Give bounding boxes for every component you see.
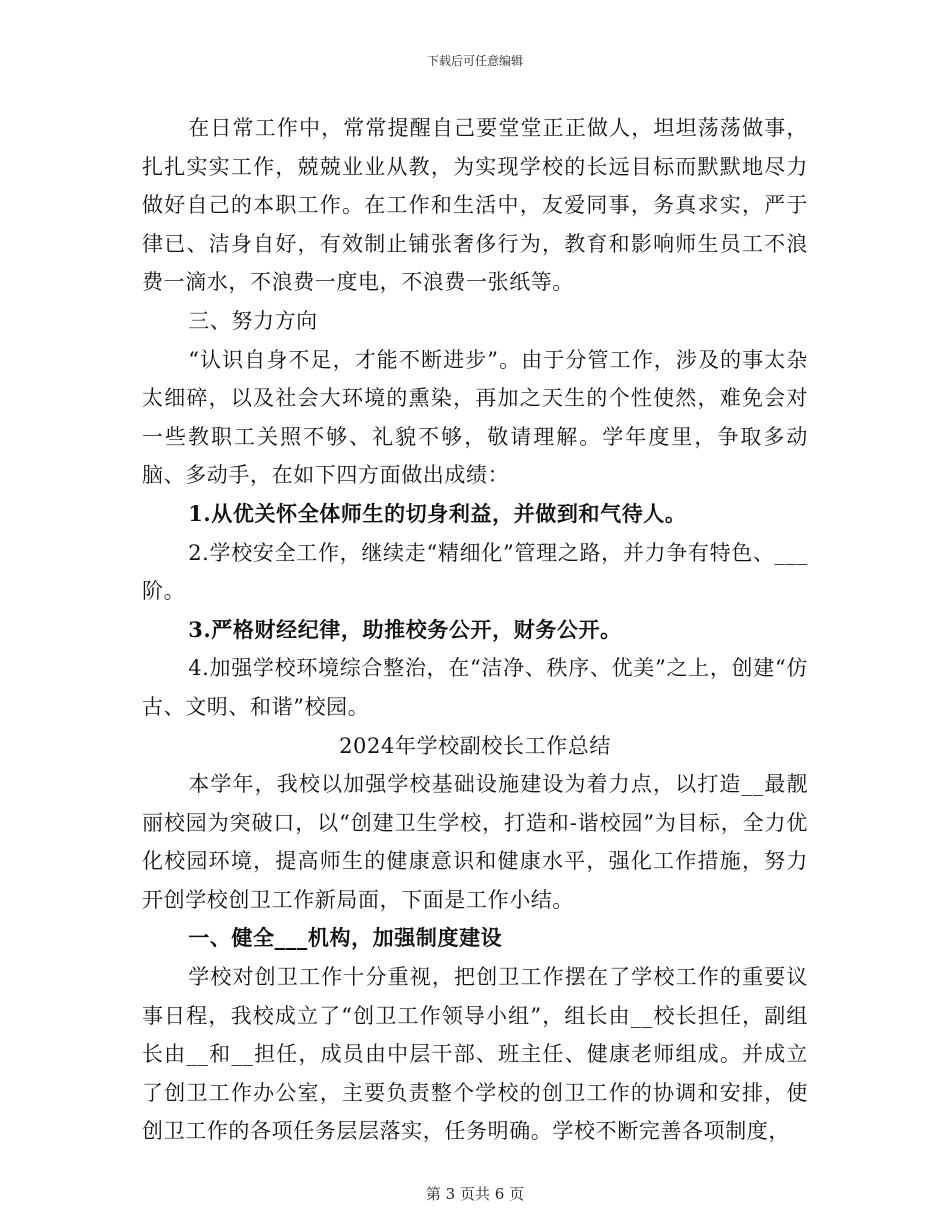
list-item-3: 3.严格财经纪律，助推校务公开，财务公开。	[188, 616, 622, 642]
paragraph-organization: 学校对创卫工作十分重视，把创卫工作摆在了学校工作的重要议事日程，我校成立了“创卫工作领导小组”，组长由__校长担任，副组长由__和__担任，成员由中层干部、班主任、健康老师组成。并成立了创卫工作办公室，主要负责整个学校的创卫工作的协调和安排，使创卫工作的各项任务层层落实，任务明确。学校不断完善各项制度，	[142, 965, 808, 1144]
document-title: 2024年学校副校长工作总结	[339, 733, 611, 758]
page-footer: 第 3 页共 6 页	[425, 1185, 525, 1203]
list-item-1: 1.从优关怀全体师生的切身利益，并做到和气待人。	[188, 500, 687, 526]
paragraph-intro: 本学年，我校以加强学校基础设施建设为着力点，以打造__最靓丽校园为突破口，以“创建卫生学校，打造和-谐校园”为目标，全力优化校园环境，提高师生的健康意识和健康水平，强化工作措施，努力开创学校创卫工作新局面，下面是工作小结。	[142, 772, 808, 912]
page-header: 下载后可任意编辑	[426, 54, 523, 68]
list-item-4: 4.加强学校环境综合整治，在“洁净、秩序、优美”之上，创建“仿古、文明、和谐”校园。	[142, 656, 808, 719]
section-heading-organization: 一、健全___机构，加强制度建设	[188, 925, 503, 951]
paragraph-self-knowledge: “认识自身不足，才能不断进步”。由于分管工作，涉及的事太杂太细碎，以及社会大环境的熏染，再加之天生的个性使然，难免会对一些教职工关照不够、礼貌不够，敬请理解。学年度里，争取多动脑、多动手，在如下四方面做出成绩：	[142, 347, 808, 488]
document-body	[142, 109, 808, 1151]
paragraph-daily-work: 在日常工作中，常常提醒自己要堂堂正正做人，坦坦荡荡做事，扎扎实实工作，兢兢业业从教，为实现学校的长远目标而默默地尽力做好自己的本职工作。在工作和生活中，友爱同事，务真求实，严于律已、洁身自好，有效制止铺张奢侈行为，教育和影响师生员工不浪费一滴水，不浪费一度电，不浪费一张纸等。	[142, 116, 808, 295]
section-heading-direction: 三、努力方向	[188, 308, 318, 333]
list-item-2: 2.学校安全工作，继续走“精细化”管理之路，并力争有特色、___阶。	[142, 540, 808, 604]
